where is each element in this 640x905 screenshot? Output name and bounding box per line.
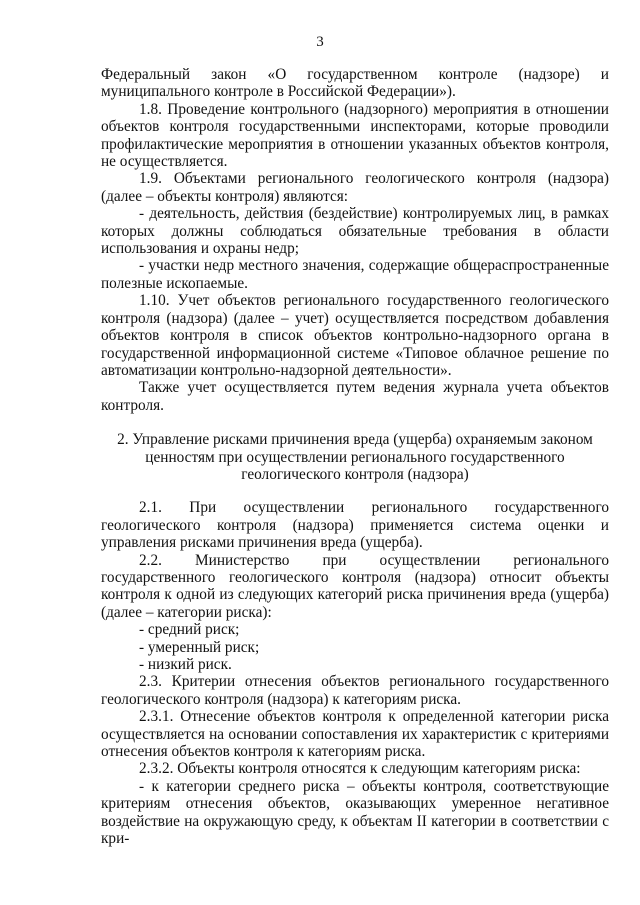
- paragraph-1-10: 1.10. Учет объектов регионального государственного геологического контроля (надзора) (далее – учет) осуществляется посредством добавления объектов контроля в список объектов контрольно-надзорного органа в государственной информационной системе «Типовое облачное решение по автоматизации контрольно-надзорной деятельности».: [101, 292, 609, 379]
- paragraph-law-reference: Федеральный закон «О государственном контроле (надзоре) и муниципального контроле в Российской Федерации»).: [101, 66, 609, 101]
- paragraph-2-3-1: 2.3.1. Отнесение объектов контроля к определенной категории риска осуществляется на основании сопоставления их характеристик с критериями отнесения объектов контроля к категориям риска.: [101, 708, 609, 761]
- list-item-subsoil: - участки недр местного значения, содержащие общераспространенные полезные ископаемые.: [101, 257, 609, 292]
- paragraph-1-9: 1.9. Объектами регионального геологического контроля (надзора) (далее – объекты контроля) являются:: [101, 170, 609, 205]
- paragraph-1-8: 1.8. Проведение контрольного (надзорного) мероприятия в отношении объектов контроля государственными инспекторами, которые проводили профилактические мероприятия в отношении указанных объектов контроля, не осуществляется.: [101, 100, 609, 171]
- paragraph-2-1: 2.1. При осуществлении регионального государственного геологического контроля (надзора) применяется система оценки и управления рисками причинения вреда (ущерба).: [101, 499, 609, 552]
- paragraph-journal: Также учет осуществляется путем ведения журнала учета объектов контроля.: [101, 379, 609, 414]
- page-number: 3: [316, 34, 324, 50]
- list-item-low-risk: - низкий риск.: [139, 656, 232, 673]
- paragraph-2-3: 2.3. Критерии отнесения объектов регионального государственного геологического контроля (надзора) к категориям риска.: [101, 673, 609, 708]
- list-item-medium-risk: - средний риск;: [139, 621, 240, 639]
- section-heading: 2. Управление рисками причинения вреда (ущерба) охраняемым законом ценностям при осуществлении регионального государственного геологического контроля (надзора): [117, 431, 593, 483]
- list-item-activity: - деятельность, действия (бездействие) контролируемых лиц, в рамках которых должны соблюдаться обязательные требования в области использования и охраны недр;: [101, 205, 609, 258]
- paragraph-2-3-2: 2.3.2. Объекты контроля относятся к следующим категориям риска:: [139, 760, 581, 778]
- paragraph-2-2: 2.2. Министерство при осуществлении регионального государственного геологического контроля (надзора) относит объекты контроля к одной из следующих категорий риска причинения вреда (ущерба) (далее – категории риска):: [101, 551, 609, 621]
- list-item-moderate-risk: - умеренный риск;: [139, 638, 260, 656]
- document-body: [101, 66, 609, 847]
- list-item-medium-category: - к категории среднего риска – объекты контроля, соответствующие критериям отнесения объектов, оказывающих умеренное негативное воздействие на окружающую среду, к объектам II категории в соответствии с кри-: [101, 777, 609, 848]
